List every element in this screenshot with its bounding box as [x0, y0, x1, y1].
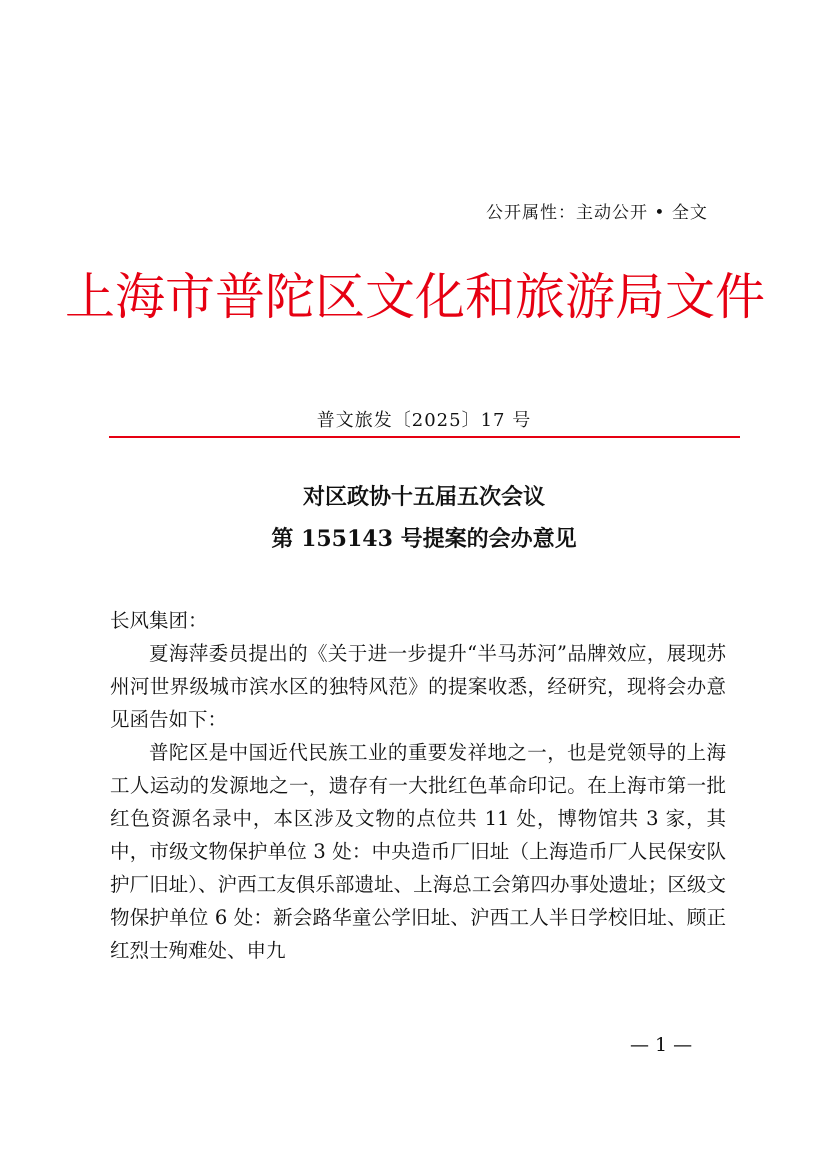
public-attribute-label: 公开属性：主动公开 • 全文	[486, 203, 708, 223]
issuing-organization-title: 上海市普陀区文化和旅游局文件	[65, 268, 765, 326]
subject-line-2: 第 155143 号提案的会办意见	[271, 526, 577, 552]
document-subject	[110, 476, 738, 560]
body-paragraph-1: 夏海萍委员提出的《关于进一步提升“半马苏河”品牌效应，展现苏州河世界级城市滨水区的独特风范》的提案收悉，经研究，现将会办意见函告如下：	[110, 642, 726, 731]
body-paragraph-2: 普陀区是中国近代民族工业的重要发祥地之一，也是党领导的上海工人运动的发源地之一，遗存有一大批红色革命印记。在上海市第一批红色资源名录中，本区涉及文物的点位共 11 处，博物馆共 3 家，其中，市级文物保护单位 3 处：中央造币厂旧址（上海造币厂人民保安队护厂旧址）、沪西工友俱乐部遗址、上海总工会第四办事处遗址；区级文物保护单位 6 处：新会路华童公学旧址、沪西工人半日学校旧址、顾正红烈士殉难处、申九	[110, 741, 726, 962]
page-number: — 1 —	[630, 1034, 693, 1056]
red-separator-line	[109, 436, 740, 438]
addressee: 长风集团：	[110, 609, 208, 632]
document-number: 普文旅发〔2025〕17 号	[316, 410, 532, 431]
document-body	[110, 604, 726, 967]
subject-line-1: 对区政协十五届五次会议	[302, 484, 545, 510]
